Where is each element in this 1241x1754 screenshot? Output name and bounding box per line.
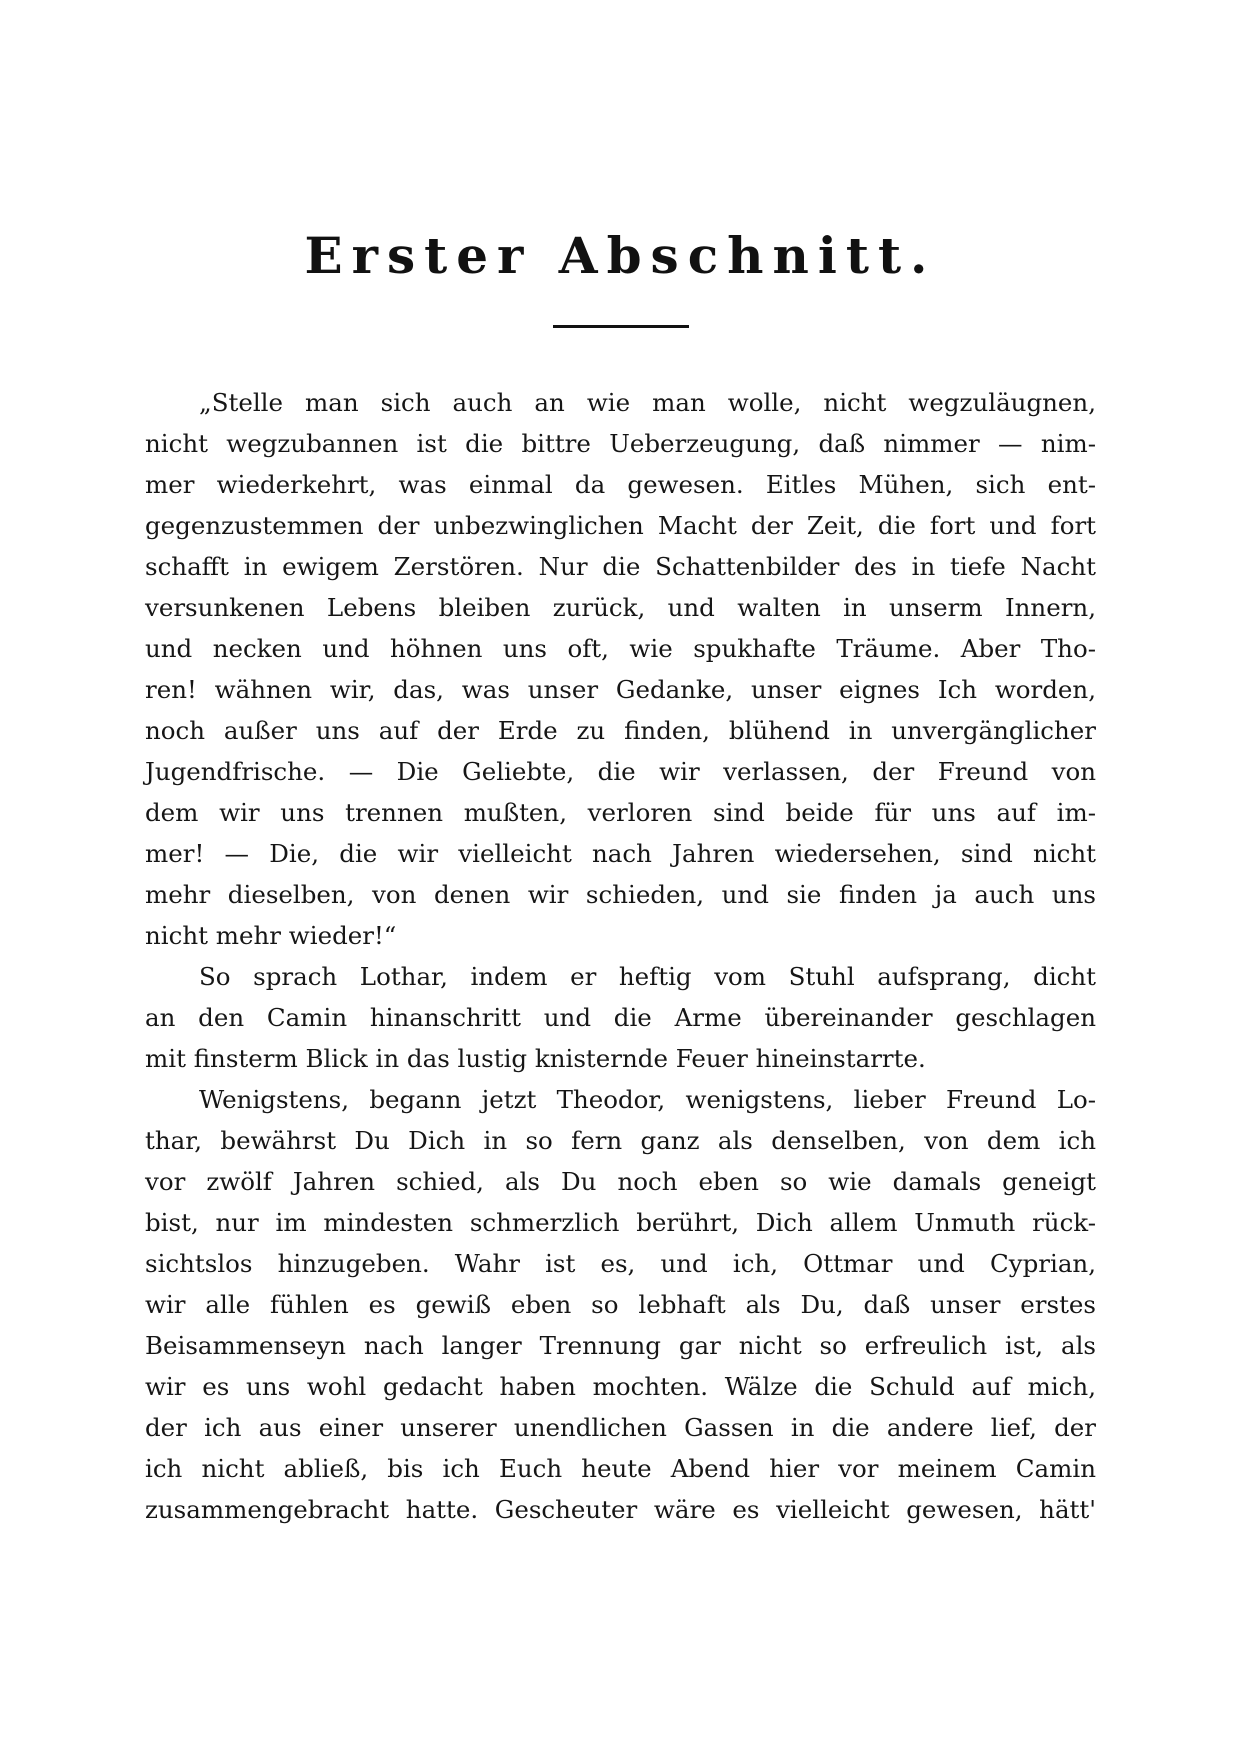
text-line: der ich aus einer unserer unendlichen Gassen in die andere lief, der	[145, 1413, 1096, 1442]
body-text	[145, 382, 1096, 1530]
text-line: ren! wähnen wir, das, was unser Gedanke, unser eignes Ich worden,	[145, 675, 1096, 704]
chapter-heading: Erster Abschnitt.	[304, 226, 937, 285]
text-line: vor zwölf Jahren schied, als Du noch eben so wie damals geneigt	[145, 1167, 1096, 1196]
text-line: sichtslos hinzugeben. Wahr ist es, und ich, Ottmar und Cyprian,	[145, 1249, 1096, 1278]
text-line: Jugendfrische. — Die Geliebte, die wir verlassen, der Freund von	[145, 757, 1096, 786]
text-line: Beisammenseyn nach langer Trennung gar nicht so erfreulich ist, als	[145, 1331, 1096, 1360]
text-line: wir es uns wohl gedacht haben mochten. Wälze die Schuld auf mich,	[145, 1372, 1096, 1401]
text-line: mer wiederkehrt, was einmal da gewesen. Eitles Mühen, sich ent-	[145, 470, 1096, 499]
text-line: an den Camin hinanschritt und die Arme übereinander geschlagen	[145, 1003, 1096, 1032]
text-line: dem wir uns trennen mußten, verloren sind beide für uns auf im-	[145, 798, 1096, 827]
text-line: mit finsterm Blick in das lustig knisternde Feuer hineinstarrte.	[145, 1044, 926, 1073]
text-line: ich nicht abließ, bis ich Euch heute Abend hier vor meinem Camin	[145, 1454, 1096, 1483]
text-line: zusammengebracht hatte. Gescheuter wäre es vielleicht gewesen, hätt'	[145, 1495, 1096, 1524]
text-line: und necken und höhnen uns oft, wie spukhafte Träume. Aber Tho-	[145, 634, 1096, 663]
text-line: mehr dieselben, von denen wir schieden, und sie finden ja auch uns	[145, 880, 1096, 909]
text-line: wir alle fühlen es gewiß eben so lebhaft als Du, daß unser erstes	[145, 1290, 1096, 1319]
text-line: nicht mehr wieder!“	[145, 921, 397, 950]
text-line: noch außer uns auf der Erde zu finden, blühend in unvergänglicher	[145, 716, 1096, 745]
text-line: Wenigstens, begann jetzt Theodor, wenigstens, lieber Freund Lo-	[199, 1085, 1096, 1114]
text-line: bist, nur im mindesten schmerzlich berührt, Dich allem Unmuth rück-	[145, 1208, 1096, 1237]
heading-divider-rule	[553, 325, 689, 328]
text-line: versunkenen Lebens bleiben zurück, und walten in unserm Innern,	[145, 593, 1096, 622]
text-line: thar, bewährst Du Dich in so fern ganz als denselben, von dem ich	[145, 1126, 1096, 1155]
text-line: So sprach Lothar, indem er heftig vom Stuhl aufsprang, dicht	[199, 962, 1096, 991]
text-line: mer! — Die, die wir vielleicht nach Jahren wiedersehen, sind nicht	[145, 839, 1096, 868]
text-line: „Stelle man sich auch an wie man wolle, nicht wegzuläugnen,	[199, 388, 1096, 417]
text-line: schafft in ewigem Zerstören. Nur die Schattenbilder des in tiefe Nacht	[145, 552, 1096, 581]
text-line: gegenzustemmen der unbezwinglichen Macht der Zeit, die fort und fort	[145, 511, 1096, 540]
text-line: nicht wegzubannen ist die bittre Ueberzeugung, daß nimmer — nim-	[145, 429, 1096, 458]
